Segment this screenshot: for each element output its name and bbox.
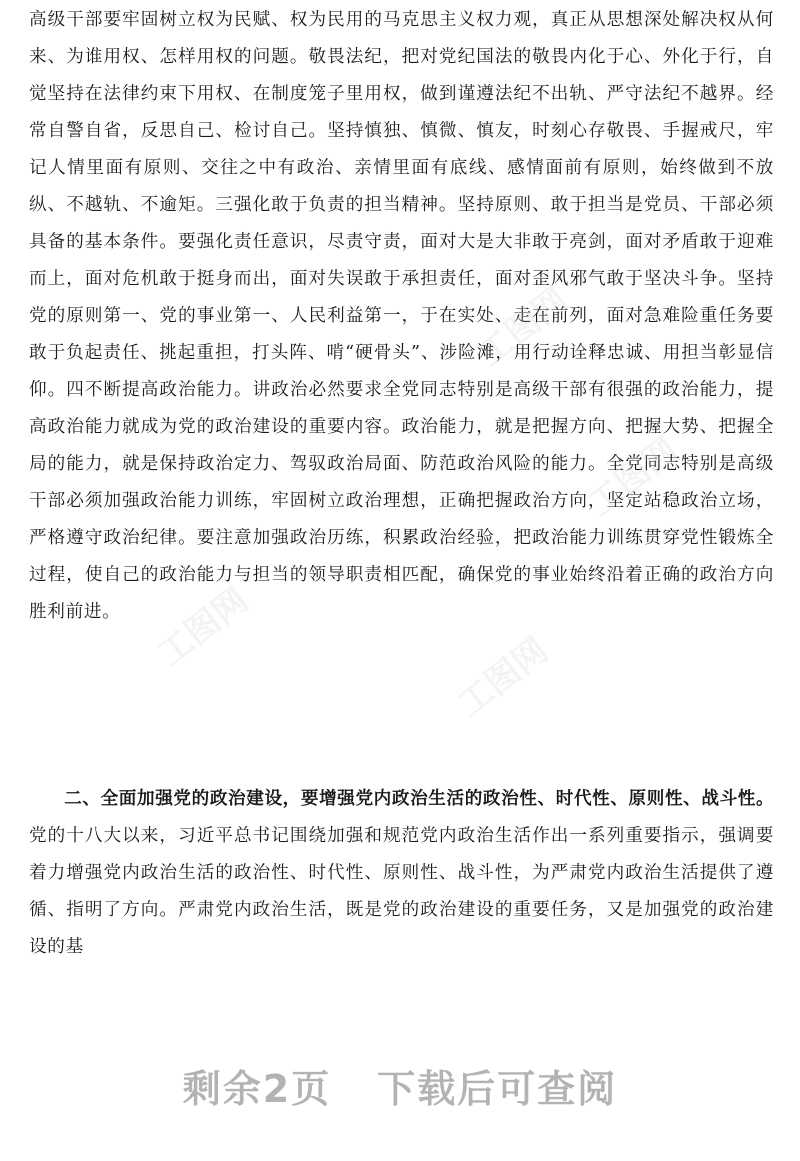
watermark: 工图网 [450, 630, 556, 725]
download-notice[interactable] [0, 1058, 800, 1113]
section-body-text: 党的十八大以来，习近平总书记围绕加强和规范党内政治生活作出一系列重要指示，强调要着力增强党内政治生活的政治性、时代性、原则性、战斗性，为严肃党内政治生活提供了遵循、指明了方向。严肃党内政治生活，既是党的政治建设的重要任务，又是加强党的政治建设的基 [29, 826, 774, 957]
watermark: 工图网 [580, 430, 686, 525]
watermark: 工图网 [150, 580, 256, 675]
body-paragraph: 高级干部要牢固树立权为民赋、权为民用的马克思主义权力观，真正从思想深处解决权从何来、为谁用权、怎样用权的问题。敬畏法纪，把对党纪国法的敬畏内化于心、外化于行，自觉坚持在法律约束下用权、在制度笼子里用权，做到谨遵法纪不出轨、严守法纪不越界。经常自警自省，反思自己、检讨自己。坚持慎独、慎微、慎友，时刻心存敬畏、手握戒尺，牢记人情里面有原则、交往之中有政治、亲情里面有底线、感情面前有原则，始终做到不放纵、不越轨、不逾矩。三强化敢于负责的担当精神。坚持原则、敢于担当是党员、干部必须具备的基本条件。要强化责任意识，尽责守责，面对大是大非敢于亮剑，面对矛盾敢于迎难而上，面对危机敢于挺身而出，面对失误敢于承担责任，面对歪风邪气敢于坚决斗争。坚持党的原则第一、党的事业第一、人民利益第一，于在实处、走在前列，面对急难险重任务要敢于负起责任、挑起重担，打头阵、啃“硬骨头”、涉险滩，用行动诠释忠诚、用担当彰显信仰。四不断提高政治能力。讲政治必然要求全党同志特别是高级干部有很强的政治能力，提高政治能力就成为党的政治建设的重要内容。政治能力，就是把握方向、把握大势、把握全局的能力，就是保持政治定力、驾驭政治局面、防范政治风险的能力。全党同志特别是高级干部必须加强政治能力训练，牢固树立政治理想，正确把握政治方向，坚定站稳政治立场，严格遵守政治纪律。要注意加强政治历练，积累政治经验，把政治能力训练贯穿党性锻炼全过程，使自己的政治能力与担当的领导职责相匹配，确保党的事业始终沿着正确的政治方向胜利前进。 [29, 10, 774, 622]
watermark: 工图网 [470, 280, 576, 375]
section-paragraph [29, 781, 774, 966]
remaining-pages-text: 剩余2页 [182, 1067, 332, 1111]
section-heading: 二、全面加强党的政治建设，要增强党内政治生活的政治性、时代性、原则性、战斗性。 [64, 789, 774, 809]
download-to-read-text: 下载后可查阅 [377, 1067, 618, 1111]
